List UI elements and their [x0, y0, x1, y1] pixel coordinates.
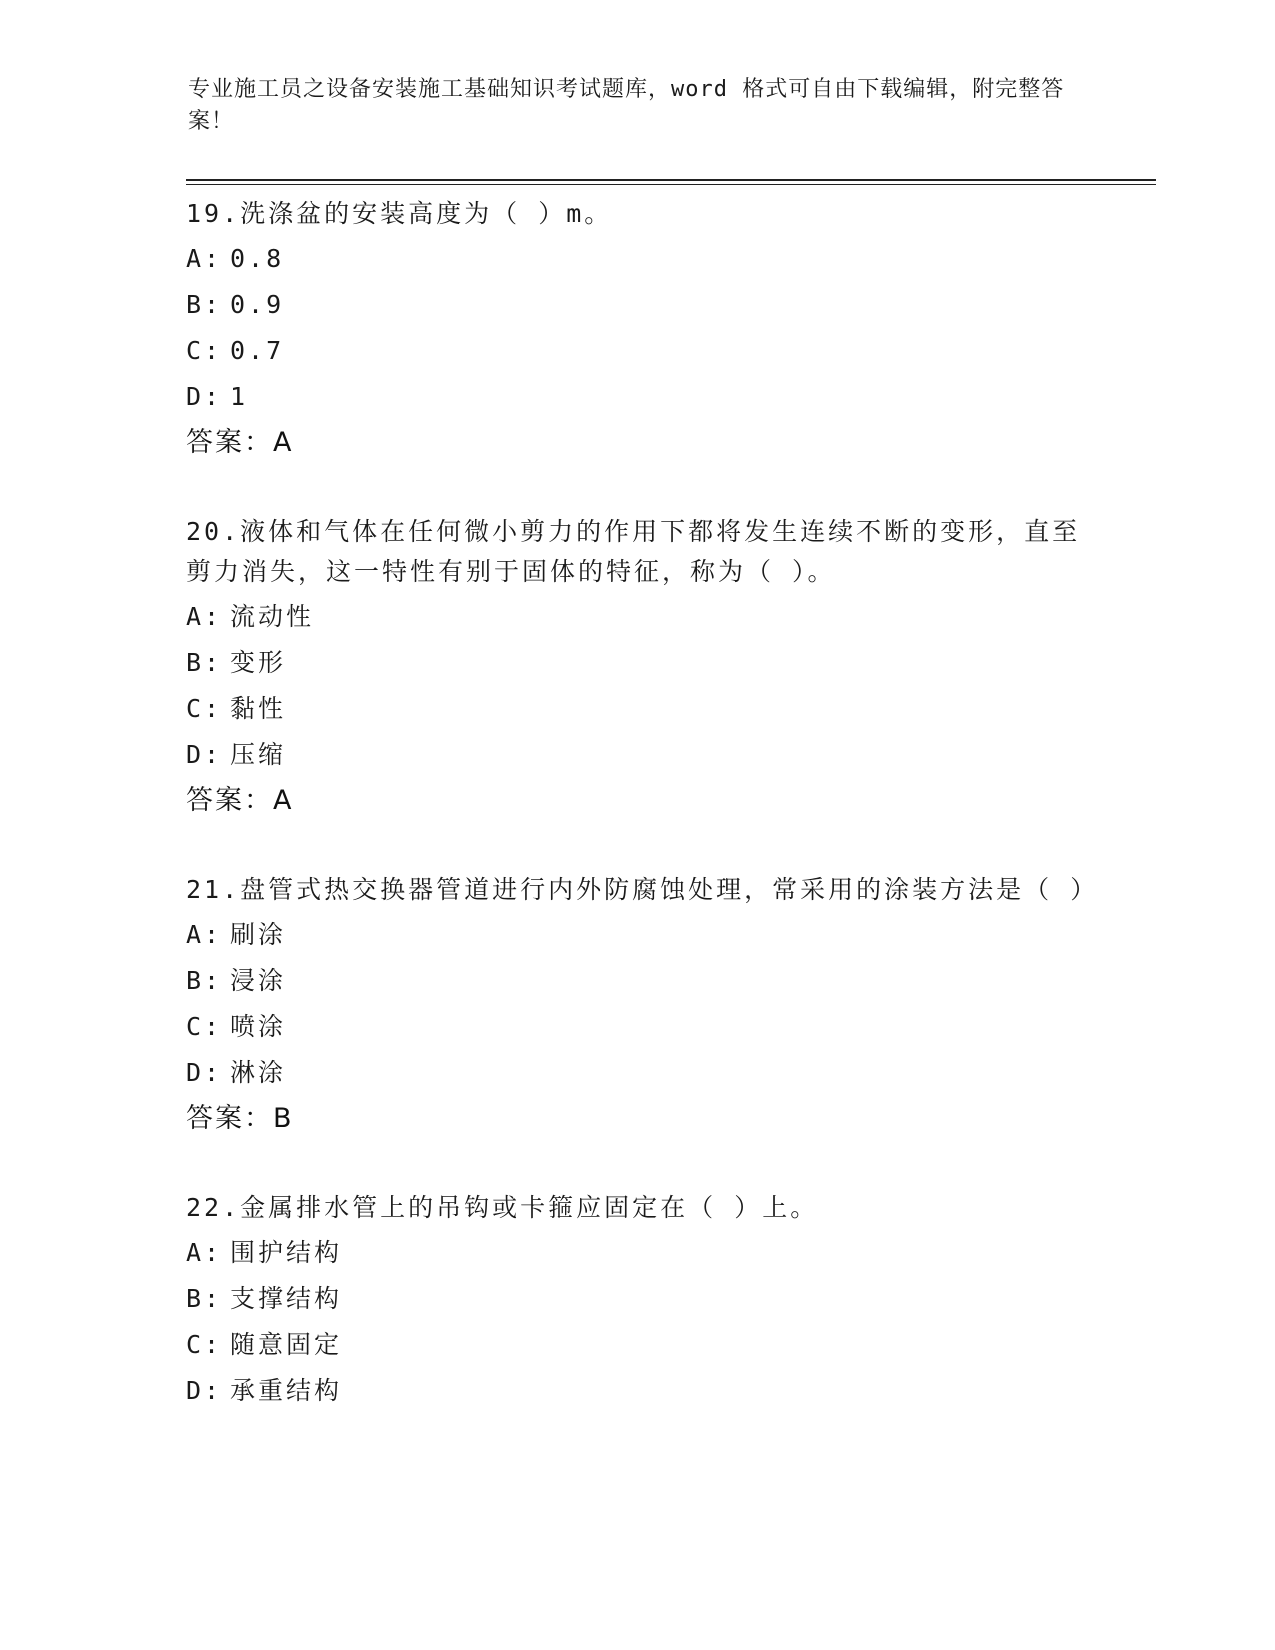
option-a: [186, 912, 1086, 958]
option-letter: B:: [186, 648, 223, 677]
question-22: [186, 1186, 1086, 1414]
answer-line: 答案：A: [186, 427, 294, 458]
option-text: 0.9: [230, 290, 285, 319]
option-text: 承重结构: [230, 1376, 343, 1405]
option-letter: D:: [186, 740, 223, 769]
option-text: 1: [230, 382, 249, 411]
option-letter: D:: [186, 382, 223, 411]
question-19: [186, 192, 1086, 466]
header-divider-thick: [186, 179, 1156, 181]
header-divider-thin: [186, 184, 1156, 185]
option-text: 淋涂: [230, 1058, 287, 1087]
option-a: [186, 236, 1086, 282]
answer-line: 答案：B: [186, 1103, 294, 1134]
option-text: 黏性: [230, 694, 287, 723]
option-letter: B:: [186, 290, 223, 319]
option-b: [186, 282, 1086, 328]
option-letter: C:: [186, 1012, 223, 1041]
question-stem: 22.金属排水管上的吊钩或卡箍应固定在（ ）上。: [186, 1193, 819, 1222]
option-letter: C:: [186, 694, 223, 723]
question-list: [186, 192, 1099, 1458]
option-letter: B:: [186, 1284, 223, 1313]
option-letter: D:: [186, 1058, 223, 1087]
option-text: 支撑结构: [230, 1284, 343, 1313]
option-d: [186, 1050, 1086, 1096]
option-b: [186, 958, 1086, 1004]
option-letter: A:: [186, 244, 223, 273]
option-text: 随意固定: [230, 1330, 343, 1359]
option-d: [186, 732, 1086, 778]
option-letter: A:: [186, 920, 223, 949]
option-text: 0.8: [230, 244, 285, 273]
option-letter: D:: [186, 1376, 223, 1405]
option-c: [186, 1004, 1086, 1050]
question-stem: 20.液体和气体在任何微小剪力的作用下都将发生连续不断的变形，直至剪力消失，这一特性有别于固体的特征，称为（ ）。: [186, 517, 1081, 586]
option-text: 喷涂: [230, 1012, 287, 1041]
option-text: 流动性: [230, 602, 315, 631]
question-20: [186, 510, 1086, 824]
option-letter: A:: [186, 1238, 223, 1267]
option-text: 变形: [230, 648, 287, 677]
option-text: 压缩: [230, 740, 287, 769]
option-text: 0.7: [230, 336, 285, 365]
option-a: [186, 594, 1086, 640]
option-c: [186, 328, 1086, 374]
answer-line: 答案：A: [186, 785, 294, 816]
document-header: 专业施工员之设备安装施工基础知识考试题库，word 格式可自由下载编辑，附完整答案！: [188, 77, 1065, 134]
option-c: [186, 686, 1086, 732]
option-a: [186, 1230, 1086, 1276]
option-letter: A:: [186, 602, 223, 631]
option-text: 围护结构: [230, 1238, 343, 1267]
option-letter: C:: [186, 336, 223, 365]
question-stem: 19.洗涤盆的安装高度为（ ）m。: [186, 199, 613, 228]
option-text: 刷涂: [230, 920, 287, 949]
option-d: [186, 1368, 1086, 1414]
option-letter: B:: [186, 966, 223, 995]
question-21: [186, 868, 1099, 1142]
option-letter: C:: [186, 1330, 223, 1359]
option-b: [186, 1276, 1086, 1322]
option-b: [186, 640, 1086, 686]
option-c: [186, 1322, 1086, 1368]
question-stem: 21.盘管式热交换器管道进行内外防腐蚀处理，常采用的涂装方法是（ ）: [186, 875, 1099, 904]
option-d: [186, 374, 1086, 420]
option-text: 浸涂: [230, 966, 287, 995]
